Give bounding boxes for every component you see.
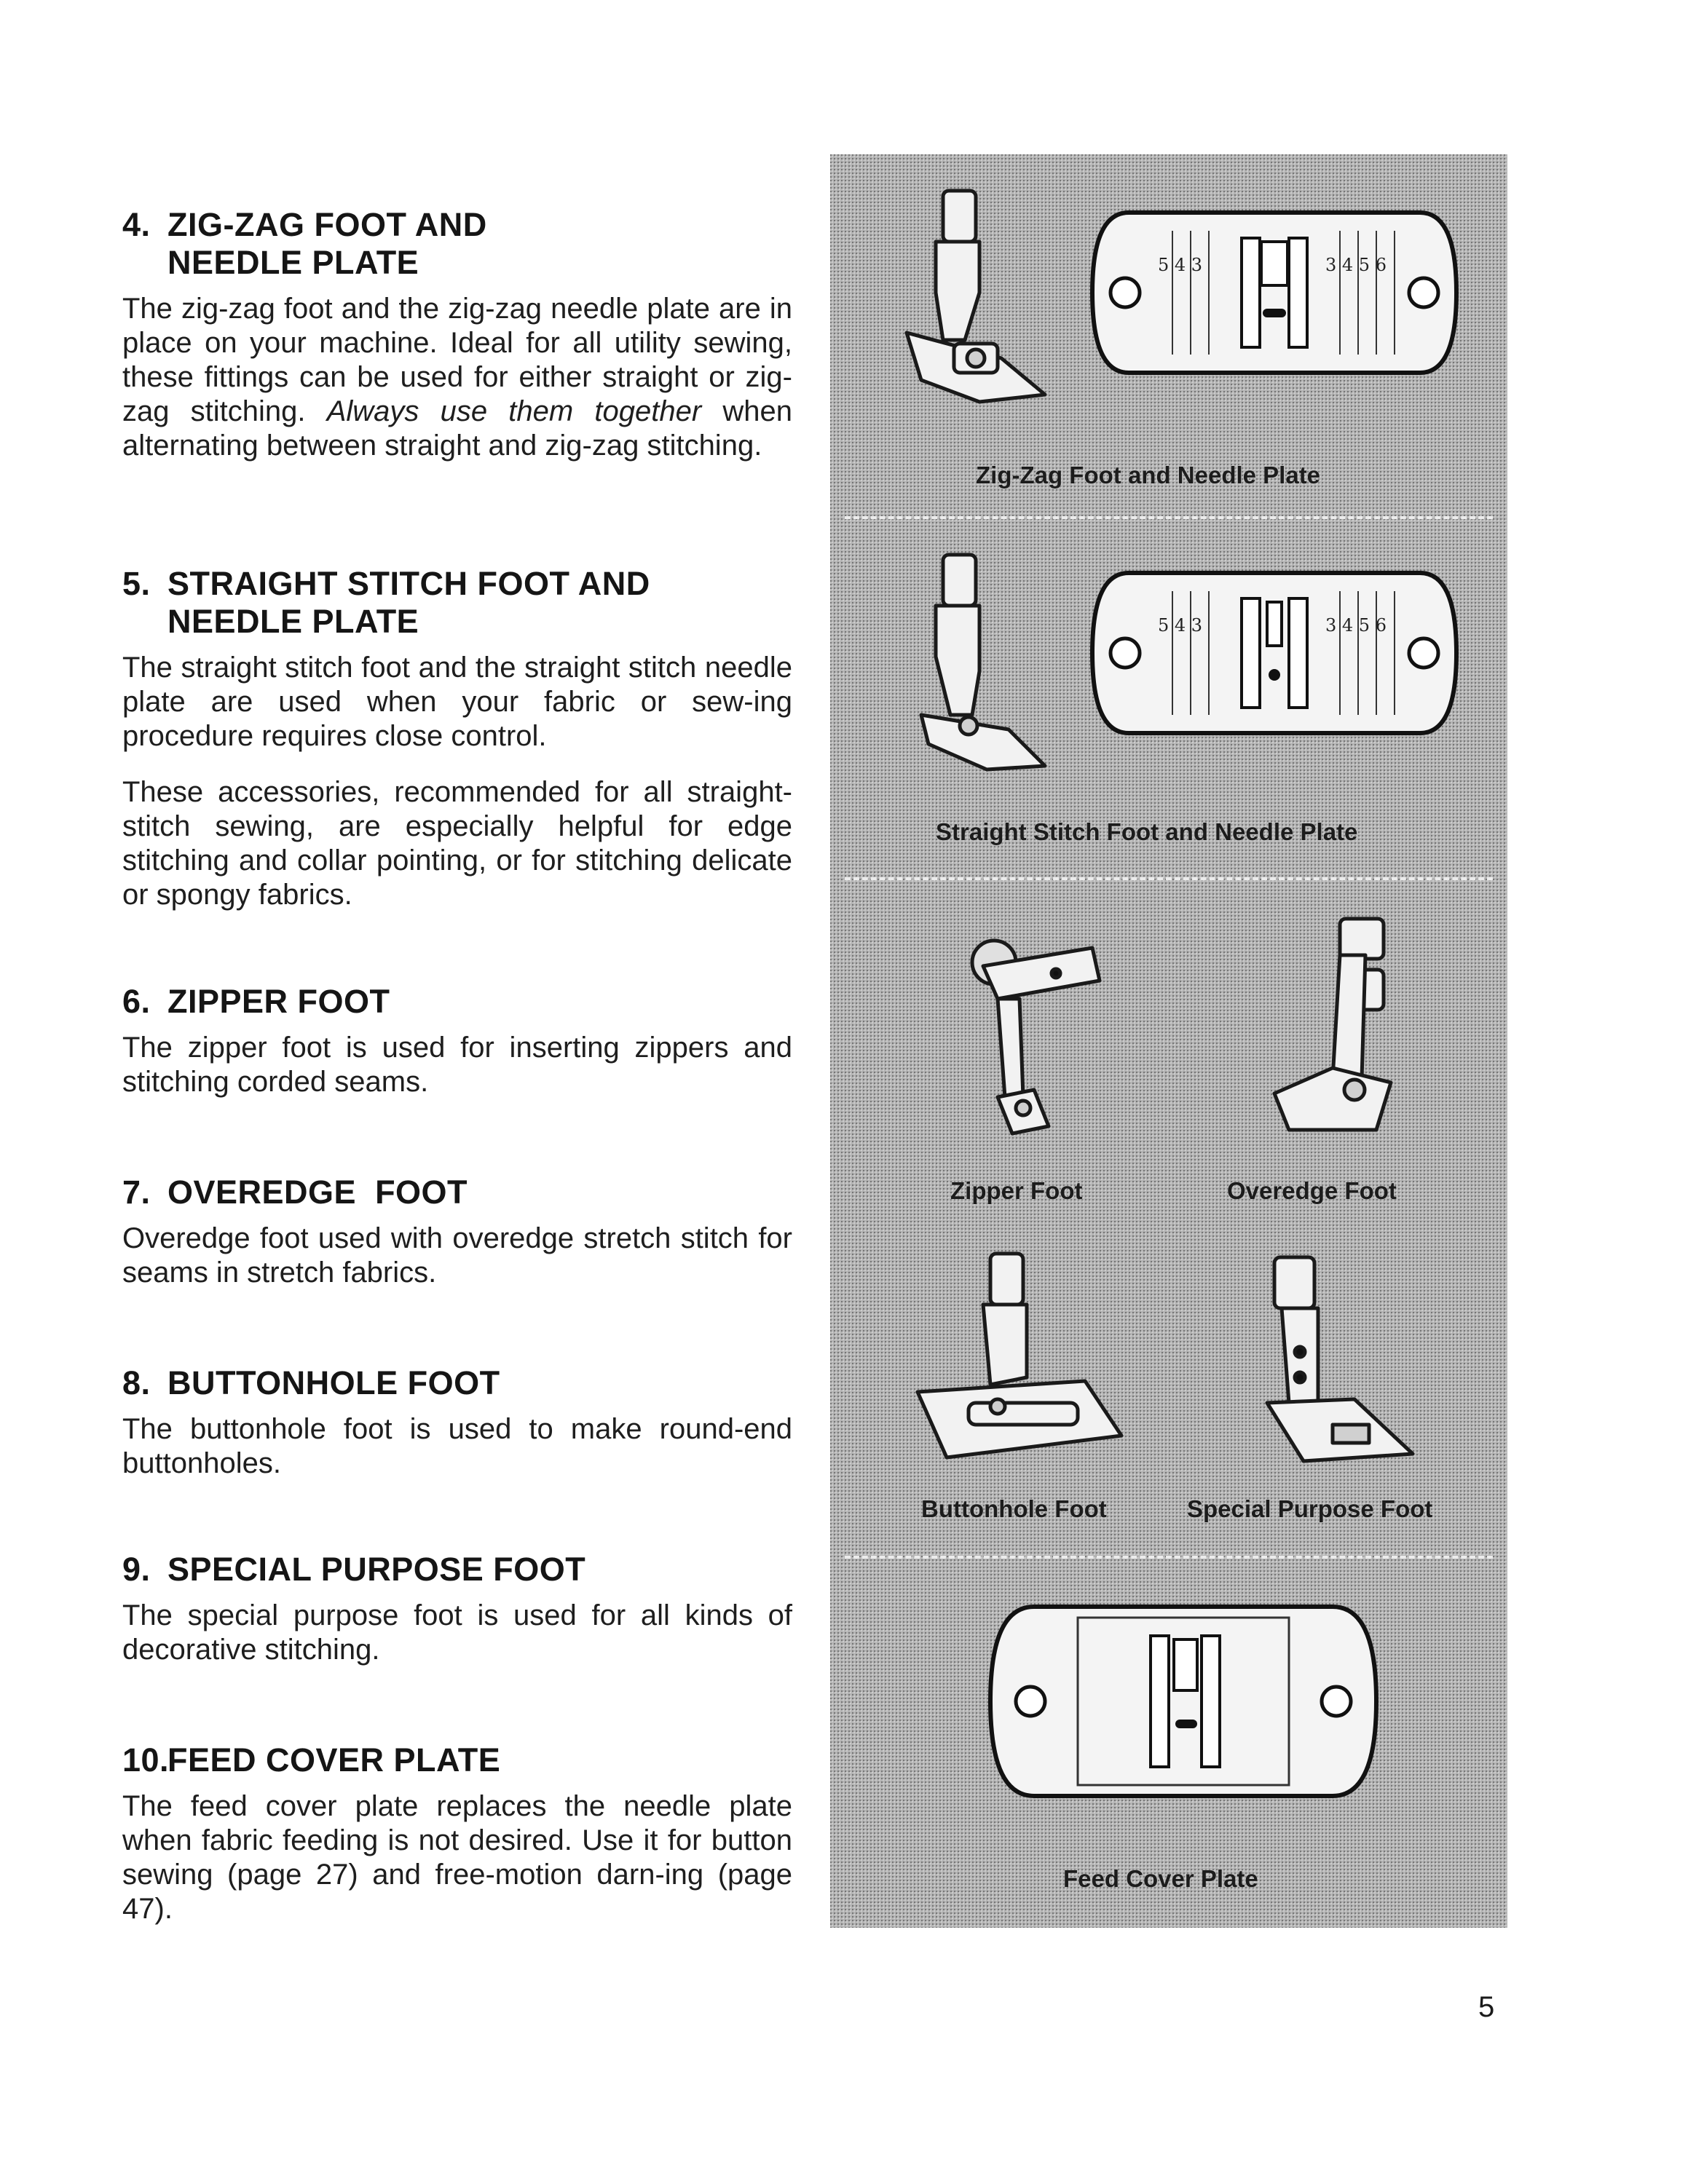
section-special-purpose (122, 1551, 792, 1667)
section-heading (122, 1551, 792, 1588)
overedge-foot-illustration (1231, 911, 1449, 1159)
section-overedge (122, 1174, 792, 1290)
buttonhole-caption: Buttonhole Foot (921, 1495, 1107, 1522)
section-number: 5. (122, 565, 151, 602)
section-heading (122, 565, 792, 641)
section-body: The special purpose foot is used for all kinds of decorative stitching. (122, 1599, 792, 1666)
section-number: 10. (122, 1741, 170, 1779)
section-number: 4. (122, 206, 151, 243)
section-body: The straight stitch foot and the straight stitch needle plate are used when your fabric or sew-ing procedure requires close control. (122, 652, 792, 752)
section-body: Overedge foot used with overedge stretch stitch for seams in stretch fabrics. (122, 1222, 792, 1289)
section-number: 8. (122, 1364, 151, 1401)
section-title: STRAIGHT STITCH FOOT AND (167, 565, 650, 602)
section-title-line2: NEEDLE PLATE (167, 603, 419, 640)
section-title: ZIPPER FOOT (167, 983, 390, 1020)
zigzag-caption: Zig-Zag Foot and Needle Plate (976, 462, 1321, 488)
zipper-foot-illustration (932, 915, 1136, 1155)
panel-divider (845, 1556, 1493, 1559)
zigzag-needle-plate-illustration (1085, 198, 1464, 387)
illustration-panel (830, 154, 1507, 1928)
section-number: 7. (122, 1174, 151, 1211)
section-heading (122, 983, 792, 1021)
section-feed-cover (122, 1741, 792, 1926)
section-heading (122, 1364, 792, 1402)
section-title-line2: NEEDLE PLATE (167, 244, 419, 281)
plate-marks-left: 5 4 3 (1158, 255, 1203, 275)
section-title: FEED COVER PLATE (167, 1741, 501, 1779)
panel-divider (845, 877, 1493, 880)
section-title: ZIG-ZAG FOOT AND (167, 206, 487, 243)
plate-marks-right: 3 4 5 6 (1325, 615, 1387, 636)
section-body: The zipper foot is used for inserting zippers and stitching corded seams. (122, 1032, 792, 1098)
section-number: 9. (122, 1551, 151, 1588)
body-text: when alternating between straight and zig-zag stitching. (122, 395, 792, 462)
panel-divider (845, 516, 1493, 519)
special-purpose-foot-illustration (1238, 1243, 1456, 1490)
section-straight-stitch (122, 565, 792, 912)
section-buttonhole (122, 1364, 792, 1481)
overedge-caption: Overedge Foot (1227, 1177, 1397, 1204)
feed-cover-plate-illustration (983, 1592, 1384, 1811)
emphasis-text: Always use them together (326, 395, 702, 427)
straight-stitch-caption: Straight Stitch Foot and Needle Plate (936, 818, 1358, 845)
plate-marks-right: 3 4 5 6 (1325, 255, 1387, 275)
feed-cover-caption: Feed Cover Plate (1063, 1865, 1258, 1892)
section-body (122, 292, 792, 463)
section-zigzag (122, 206, 792, 463)
straight-stitch-needle-plate-illustration (1085, 558, 1464, 748)
section-body: The feed cover plate replaces the needle plate when fabric feeding is not desired. Use it for button sewing (page 27) and free-motion darn-ing (page 47). (122, 1790, 792, 1925)
buttonhole-foot-illustration (903, 1246, 1136, 1479)
zigzag-foot-illustration (892, 183, 1060, 416)
section-title: OVEREDGE FOOT (167, 1174, 468, 1211)
special-purpose-caption: Special Purpose Foot (1187, 1495, 1433, 1522)
plate-marks-left: 5 4 3 (1158, 615, 1203, 636)
straight-stitch-foot-illustration (892, 547, 1060, 780)
section-body: The buttonhole foot is used to make round-end buttonholes. (122, 1413, 792, 1479)
zipper-caption: Zipper Foot (950, 1177, 1083, 1204)
body-text: The zig-zag foot and the zig-zag needle plate are in place on your machine. Ideal for all utility sewing, these fittings can be used for either straight or zig-zag stitching. (122, 293, 792, 427)
section-title: BUTTONHOLE FOOT (167, 1364, 500, 1401)
section-heading (122, 1174, 792, 1211)
section-zipper (122, 983, 792, 1099)
section-number: 6. (122, 983, 151, 1020)
section-body-2: These accessories, recommended for all straight-stitch sewing, are especially helpful for edge stitching and collar pointing, or for stitching delicate or spongy fabrics. (122, 776, 792, 911)
section-title: SPECIAL PURPOSE FOOT (167, 1551, 586, 1588)
section-heading (122, 206, 792, 282)
section-heading (122, 1741, 792, 1779)
page-number: 5 (1478, 1991, 1495, 2023)
